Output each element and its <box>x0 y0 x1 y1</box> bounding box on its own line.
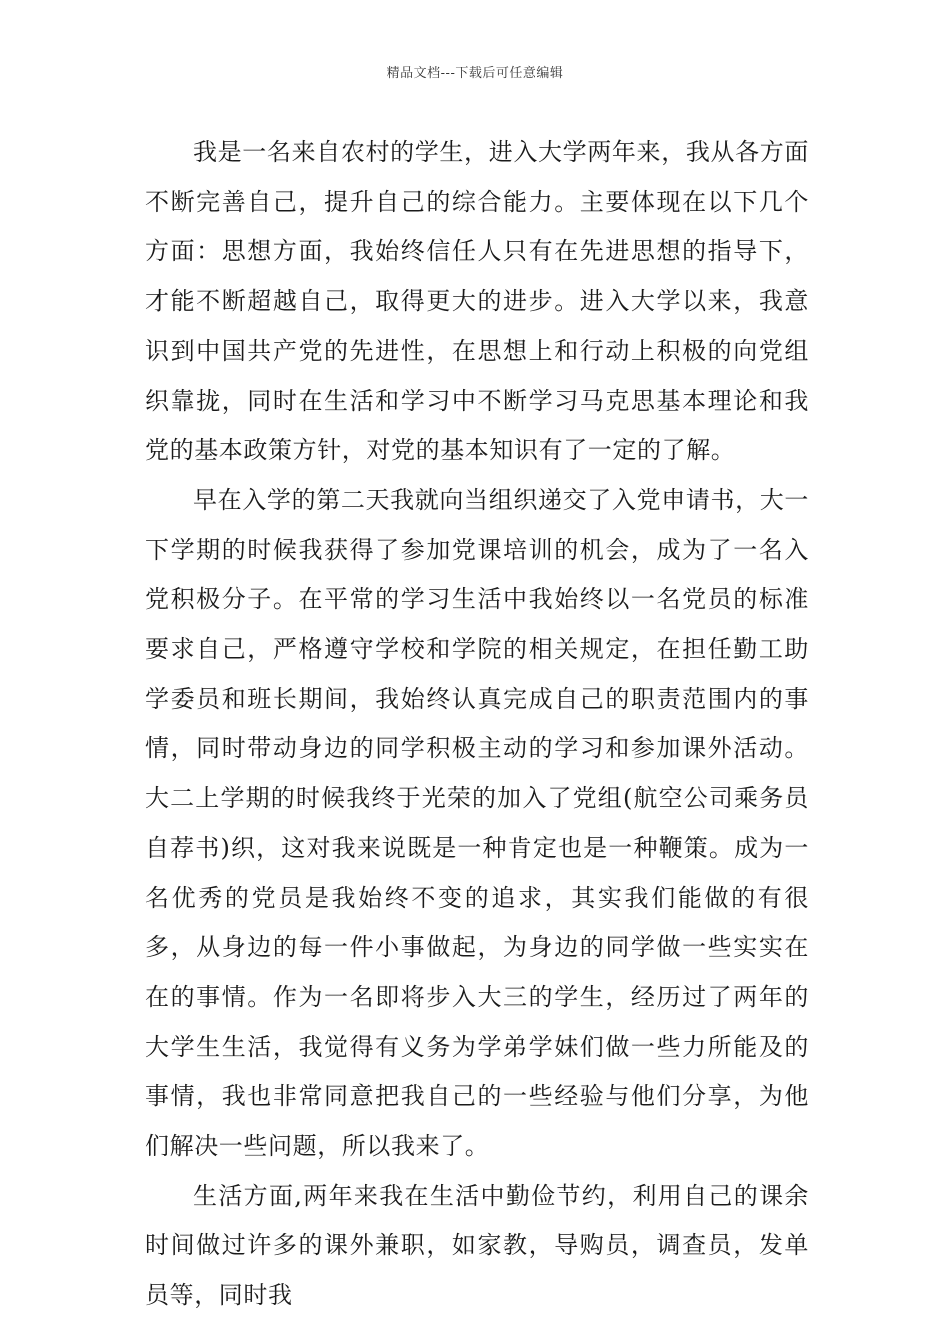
page-header: 精品文档---下载后可任意编辑 <box>386 66 564 81</box>
paragraph-3: 生活方面,两年来我在生活中勤俭节约，利用自己的课余时间做过许多的课外兼职，如家教，导购员，调查员，发单员等，同时我 <box>145 1181 809 1310</box>
paragraph-1: 我是一名来自农村的学生，进入大学两年来，我从各方面不断完善自己，提升自己的综合能力。主要体现在以下几个方面：思想方面，我始终信任人只有在先进思想的指导下，才能不断超越自己，取得更大的进步。进入大学以来，我意识到中国共产党的先进性，在思想上和行动上积极的向党组织靠拢，同时在生活和学习中不断学习马克思基本理论和我党的基本政策方针，对党的基本知识有了一定的了解。 <box>145 138 809 465</box>
document-body <box>145 128 809 1321</box>
paragraph-2: 早在入学的第二天我就向当组织递交了入党申请书，大一下学期的时候我获得了参加党课培训的机会，成为了一名入党积极分子。在平常的学习生活中我始终以一名党员的标准要求自己，严格遵守学校和学院的相关规定，在担任勤工助学委员和班长期间，我始终认真完成自己的职责范围内的事情，同时带动身边的同学积极主动的学习和参加课外活动。大二上学期的时候我终于光荣的加入了党组(航空公司乘务员自荐书)织，这对我来说既是一种肯定也是一种鞭策。成为一名优秀的党员是我始终不变的追求，其实我们能做的有很多，从身边的每一件小事做起，为身边的同学做一些实实在在的事情。作为一名即将步入大三的学生，经历过了两年的大学生生活，我觉得有义务为学弟学妹们做一些力所能及的事情，我也非常同意把我自己的一些经验与他们分享，为他们解决一些问题，所以我来了。 <box>145 485 809 1161</box>
